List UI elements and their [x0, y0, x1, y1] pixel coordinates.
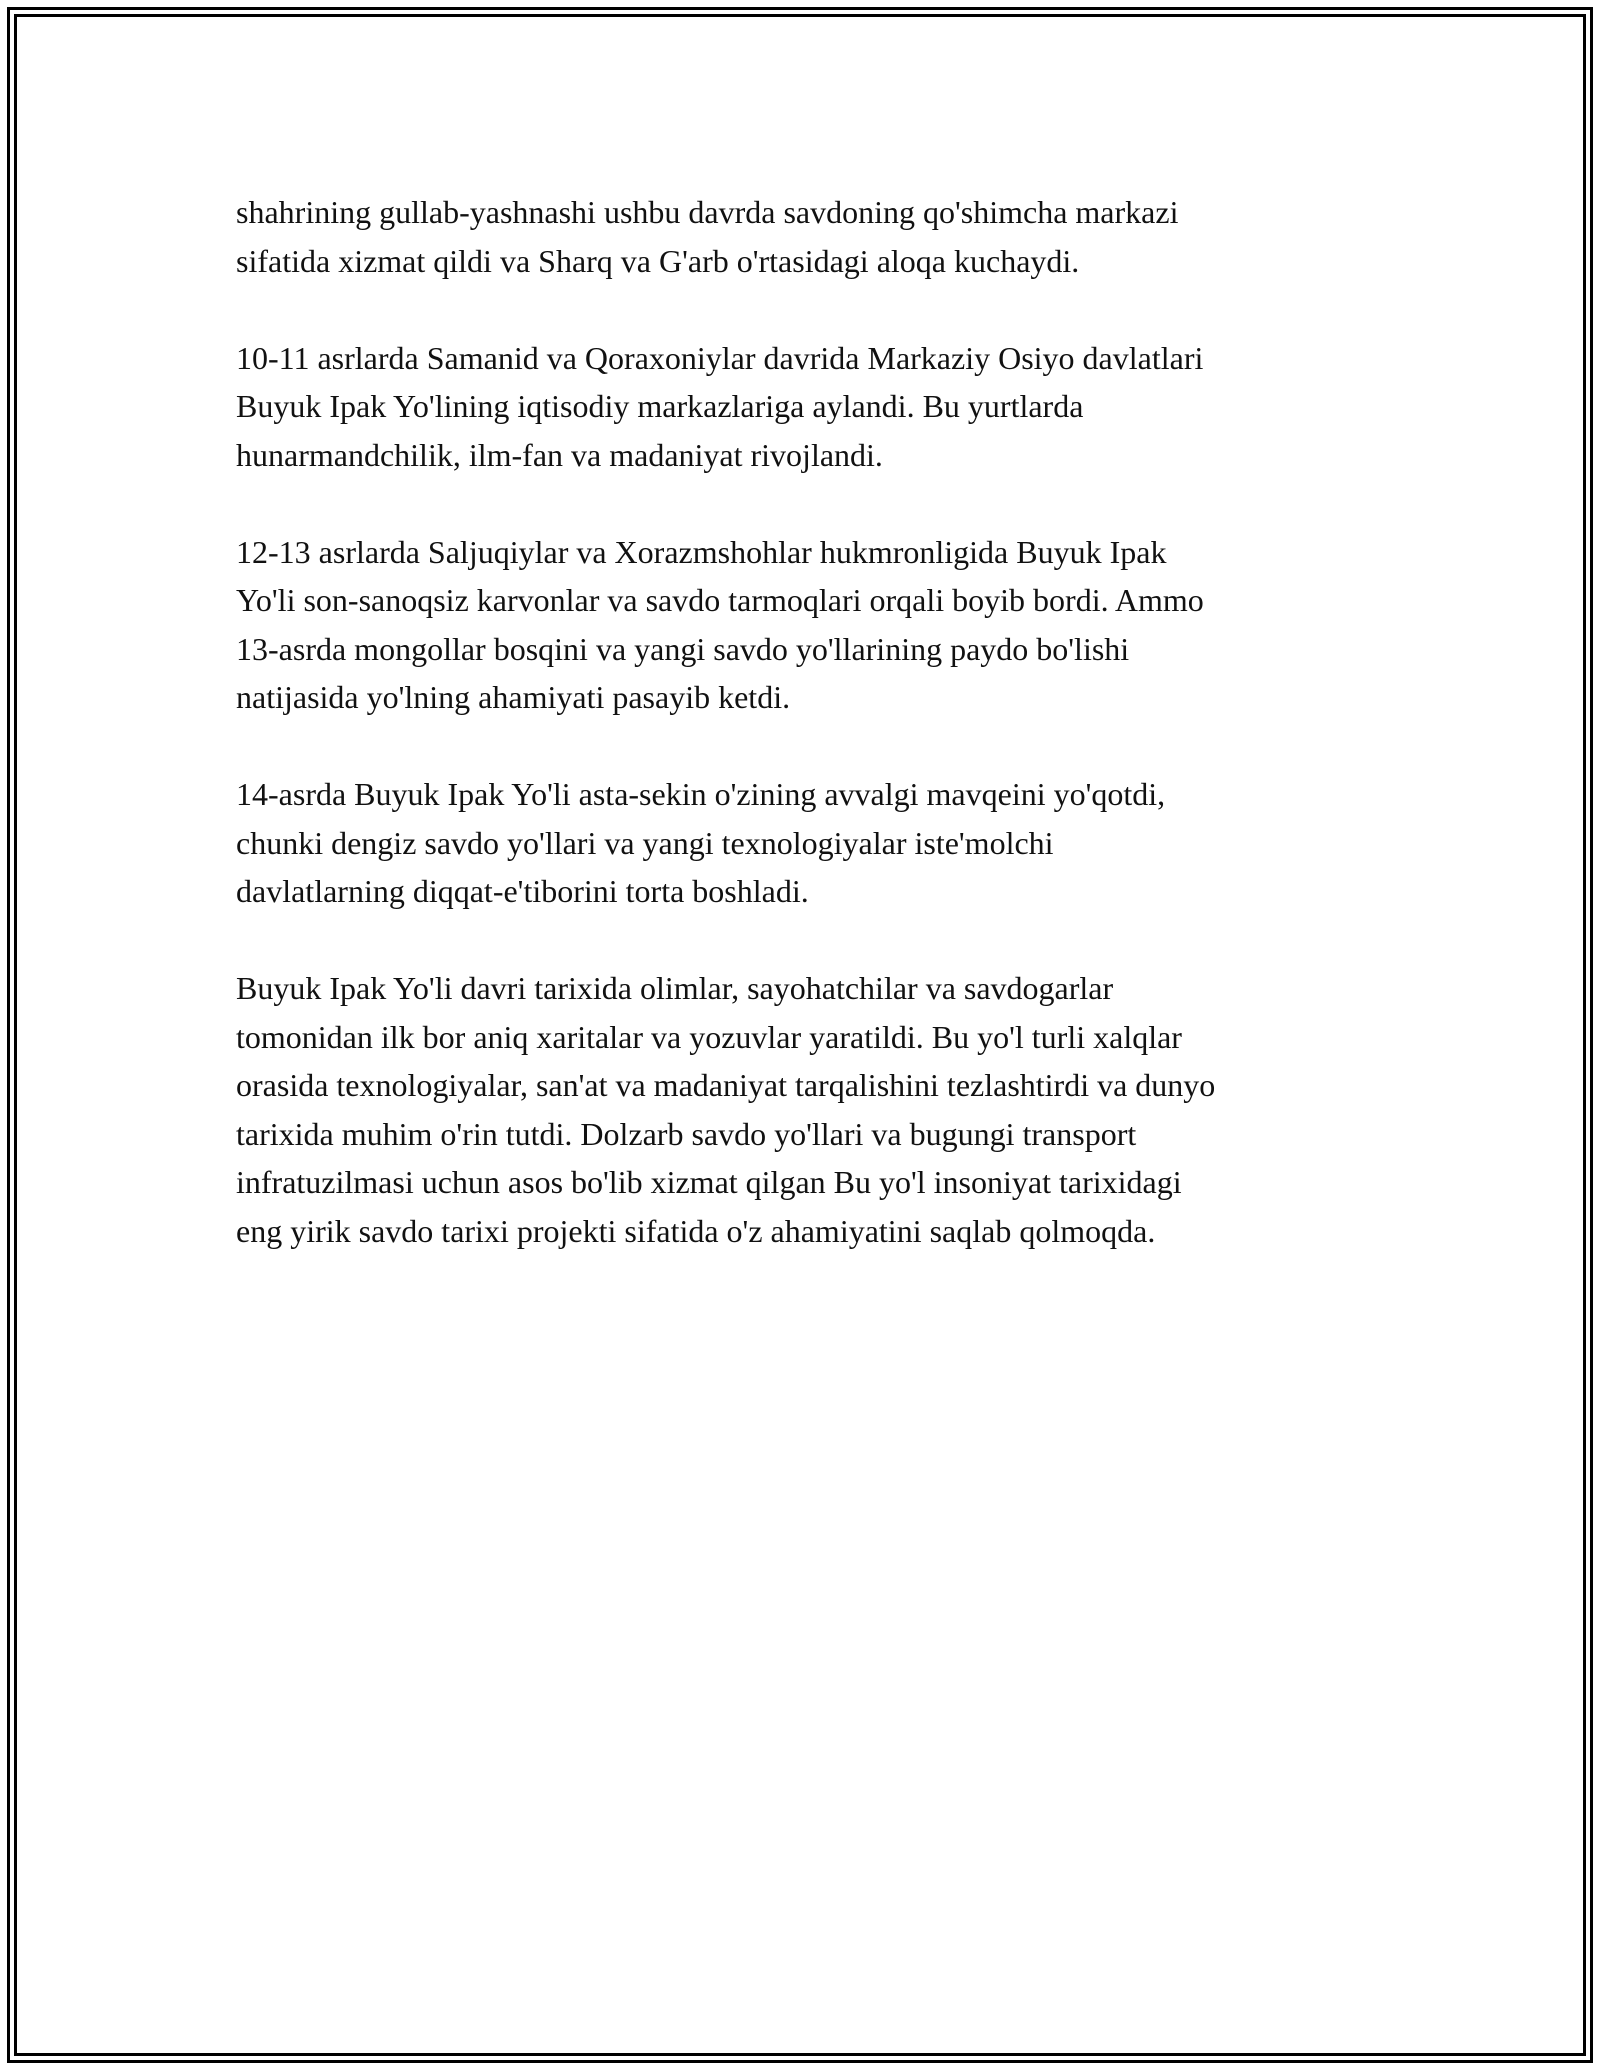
paragraph-3-line-4: natijasida yo'lning ahamiyati pasayib ketdi. — [236, 679, 791, 715]
paragraph-4-line-2: chunki dengiz savdo yo'llari va yangi texnologiyalar iste'molchi — [236, 824, 1054, 861]
paragraph-1-line-2: sifatida xizmat qildi va Sharq va G'arb o'rtasidagi aloqa kuchaydi. — [236, 242, 1080, 279]
paragraph-5-line-5: infratuzilmasi uchun asos bo'lib xizmat qilgan Bu yo'l insoniyat tarixidagi — [236, 1164, 1182, 1200]
paragraph-4 — [236, 770, 1386, 916]
paragraph-5 — [236, 964, 1386, 1255]
paragraph-2-line-1: 10-11 asrlarda Samanid va Qoraxoniylar davrida Markaziy Osiyo davlatlari — [236, 339, 1204, 376]
paragraph-5-line-2: tomonidan ilk bor aniq xaritalar va yozuvlar yaratildi. Bu yo'l turli xalqlar — [236, 1018, 1182, 1055]
paragraph-3-line-1: 12-13 asrlarda Saljuqiylar va Xorazmshohlar hukmronligida Buyuk Ipak — [236, 533, 1167, 570]
paragraph-2-line-2: Buyuk Ipak Yo'lining iqtisodiy markazlariga aylandi. Bu yurtlarda — [236, 388, 1084, 424]
paragraph-4-line-3: davlatlarning diqqat-e'tiborini torta boshladi. — [236, 873, 809, 909]
paragraph-5-line-6: eng yirik savdo tarixi projekti sifatida o'z ahamiyatini saqlab qolmoqda. — [236, 1212, 1156, 1249]
document-body — [236, 188, 1386, 1304]
paragraph-2-line-3: hunarmandchilik, ilm-fan va madaniyat rivojlandi. — [236, 436, 883, 473]
paragraph-3 — [236, 528, 1386, 722]
paragraph-5-line-1: Buyuk Ipak Yo'li davri tarixida olimlar, sayohatchilar va savdogarlar — [236, 970, 1114, 1006]
paragraph-5-line-3: orasida texnologiyalar, san'at va madaniyat tarqalishini tezlashtirdi va dunyo — [236, 1067, 1216, 1103]
paragraph-1-line-1: shahrining gullab-yashnashi ushbu davrda savdoning qo'shimcha markazi — [236, 194, 1179, 230]
paragraph-1 — [236, 188, 1386, 285]
paragraph-5-line-4: tarixida muhim o'rin tutdi. Dolzarb savdo yo'llari va bugungi transport — [236, 1115, 1137, 1152]
paragraph-4-line-1: 14-asrda Buyuk Ipak Yo'li asta-sekin o'zining avvalgi mavqeini yo'qotdi, — [236, 776, 1166, 812]
paragraph-3-line-2: Yo'li son-sanoqsiz karvonlar va savdo tarmoqlari orqali boyib bordi. Ammo — [236, 582, 1204, 618]
paragraph-2 — [236, 334, 1386, 480]
paragraph-3-line-3: 13-asrda mongollar bosqini va yangi savdo yo'llarining paydo bo'lishi — [236, 630, 1130, 667]
